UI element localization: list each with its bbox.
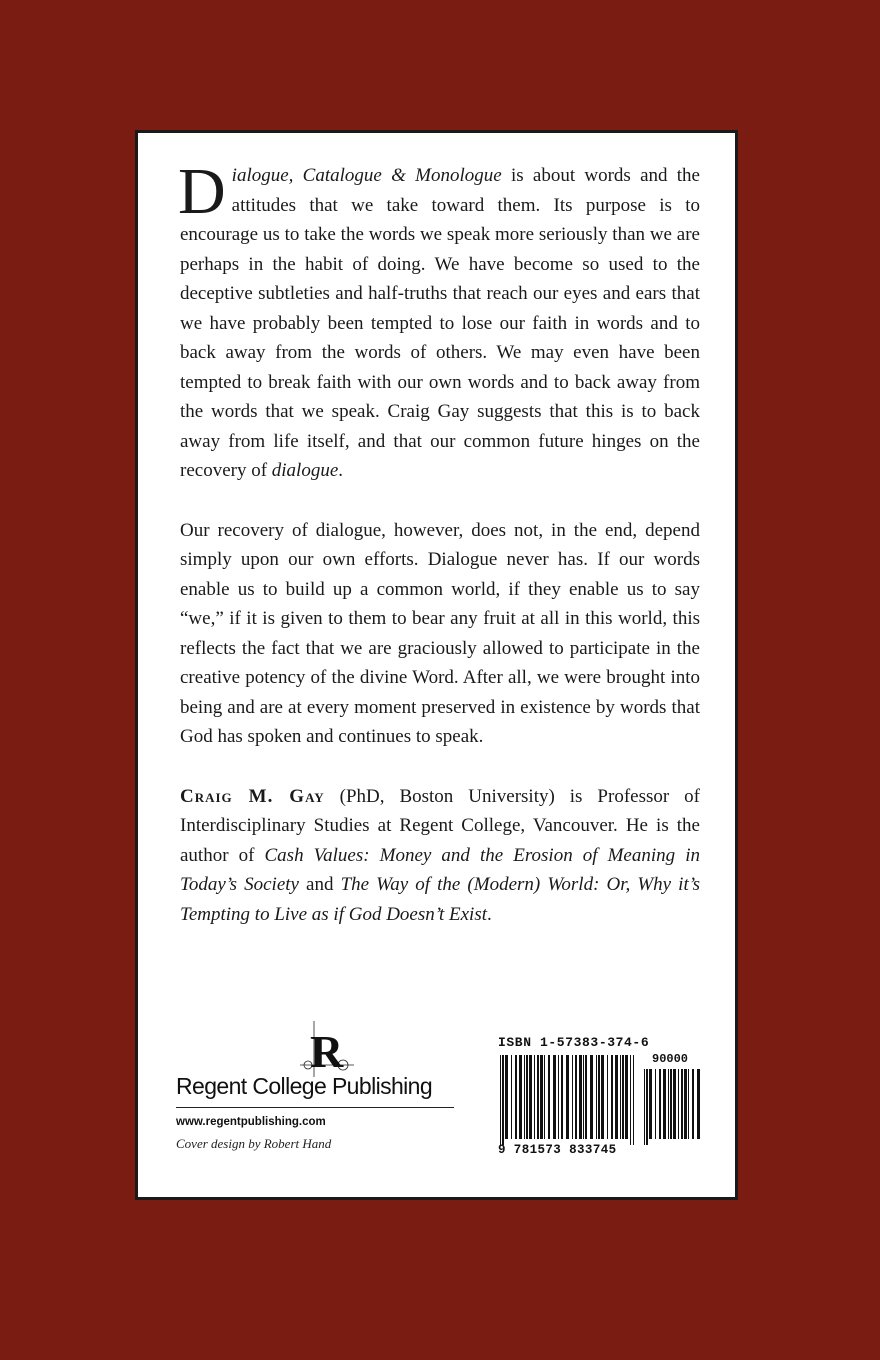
author-bio: Craig M. Gay (PhD, Boston University) is Professor of Interdisciplinary Studies at Regent College, Vancouver. He is the author of Cash Values: Money and the Erosion of Meaning in Today’s Society and The Way of the (Modern) World: Or, Why it’s Tempting to Live as if God Doesn’t Exist. (180, 785, 700, 925)
barcode-bar (625, 1055, 628, 1139)
barcode-bar (515, 1055, 517, 1139)
description-paragraph-1: Dialogue, Catalogue & Monologue is about words and the attitudes that we take toward them. Its purpose is to encourage us to take the words we speak more seriously than we are perhaps in the habit of doing. We have become so used to the deceptive subtleties and half-truths that reach our eyes and ears that we have probably been tempted to lose our faith in words and to back away from the words of others. We may even have been tempted to break faith with our own words and to back away from the words that we speak. Craig Gay suggests that this is to back away from life itself, and that our common future hinges on the recovery of dialogue. (178, 155, 700, 481)
barcode-bars (500, 1055, 634, 1145)
barcode-bar (526, 1055, 528, 1139)
publisher-name: Regent College Publishing (176, 1073, 433, 1099)
ean-digits: 9 781573 833745 (498, 1143, 617, 1157)
barcode-bar (540, 1055, 543, 1139)
barcode-bar (601, 1055, 604, 1139)
barcode-bar (505, 1055, 508, 1139)
barcode-bar (561, 1055, 563, 1139)
logo-letter: R (310, 1026, 344, 1077)
barcode-bar (511, 1055, 512, 1139)
cover-design-credit: Cover design by Robert Hand (176, 1136, 332, 1151)
barcode-bar (558, 1055, 559, 1139)
barcode-bar (537, 1055, 539, 1139)
barcode-bar (688, 1069, 689, 1139)
barcode-bar (524, 1055, 525, 1139)
publisher-url: www.regentpublishing.com (176, 1116, 326, 1128)
book-title-italic: ialogue, Catalogue & Monologue (231, 165, 502, 186)
author-name: Craig M. Gay (180, 785, 325, 807)
barcode-bar (544, 1055, 545, 1139)
drop-cap: D (178, 155, 226, 228)
barcode-bar (620, 1055, 621, 1139)
barcode-bar (596, 1055, 597, 1139)
barcode-bar (572, 1055, 573, 1139)
barcode-bar (655, 1069, 656, 1139)
barcode-bar (670, 1069, 672, 1139)
description-text: is about words and the attitudes that we take toward them. Its purpose is to encourage us to take the words we speak more seriously than we are perhaps in the habit of doing. We have become so used to the deceptive subtleties and half-truths that reach our eyes and ears that we have probably been tempted to lose our faith in words and to back away from the words of others. We may even have been tempted to break faith with our own words and to back away from the words that we speak. Craig Gay suggests that this is to back away from life itself, and that our common future hinges on the recovery of (180, 165, 700, 481)
barcode-bar (673, 1069, 676, 1139)
barcode-bar (697, 1069, 700, 1139)
barcode-bar (575, 1055, 577, 1139)
isbn-label: ISBN 1-57383-374-6 (498, 1035, 650, 1050)
dialogue-italic: dialogue (271, 460, 339, 481)
barcode-bar (622, 1055, 624, 1139)
barcode-bar (583, 1055, 584, 1139)
barcode-bar (668, 1069, 669, 1139)
barcode-bar (566, 1055, 569, 1139)
barcode-bar (611, 1055, 613, 1139)
barcode-bar (615, 1055, 618, 1139)
barcode-bar (649, 1069, 652, 1139)
barcode-bar (579, 1055, 582, 1139)
barcode-bar (519, 1055, 522, 1139)
regent-logo-icon (300, 1021, 354, 1077)
barcode-bar (678, 1069, 679, 1139)
barcode-bar (598, 1055, 600, 1139)
barcode-bar (633, 1055, 634, 1145)
barcode-bar (630, 1055, 631, 1145)
barcode-bar (553, 1055, 556, 1139)
back-cover-panel (135, 130, 738, 1200)
description-paragraph-2: Our recovery of dialogue, however, does not, in the end, depend simply upon our own efforts. Dialogue never has. If our words enable us to build up a common world, if they enable us to say “we,” if it is given to them to bear any fruit at all in this world, this reflects the fact that we are graciously allowed to participate in the creative potency of the divine Word. After all, we were brought into being and are at every moment preserved in existence by words that God has spoken and continues to speak. (180, 519, 700, 747)
barcode-bar (590, 1055, 593, 1139)
barcode-bar (607, 1055, 608, 1139)
addon-barcode-bars (644, 1069, 700, 1145)
barcode-bar (548, 1055, 550, 1139)
barcode-bar (534, 1055, 535, 1139)
barcode-bar (646, 1069, 648, 1145)
barcode-bar (684, 1069, 687, 1139)
cover-copy (178, 155, 700, 959)
barcode-bar (529, 1055, 532, 1139)
barcode-block (498, 1035, 706, 1165)
barcode-bar (681, 1069, 683, 1139)
book-title-2: The Way of the (Modern) World: Or, Why it’s Tempting to Live as if God Doesn’t Exist (180, 874, 700, 925)
barcode-bar (692, 1069, 694, 1139)
divider (176, 1107, 454, 1108)
barcode-bar (663, 1069, 666, 1139)
barcode-bar (659, 1069, 661, 1139)
barcode-bar (500, 1055, 501, 1145)
barcode-bar (644, 1069, 645, 1145)
price-code: 90000 (652, 1052, 689, 1066)
barcode-bar (585, 1055, 587, 1139)
book-title-1: Cash Values: Money and the Erosion of Meaning in Today’s Society (180, 844, 700, 895)
barcode-bar (502, 1055, 504, 1145)
